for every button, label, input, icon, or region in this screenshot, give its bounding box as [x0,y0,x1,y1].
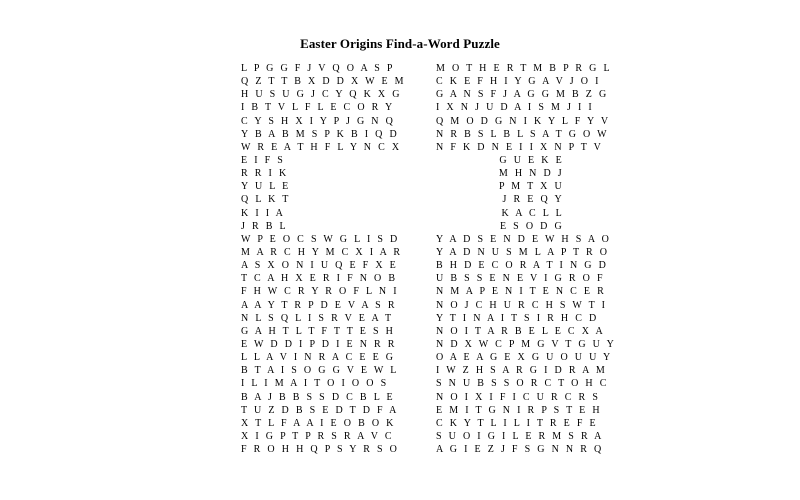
left-grid-row: R R I K [241,168,289,180]
right-grid-row: U B S S E N E V I G R O F [436,273,605,285]
left-grid-row: L L A V I N R A C E E G [241,352,396,364]
right-grid-row: B H D E C O R A T I N G D [436,260,609,272]
left-grid-row: Y U L E [241,181,291,193]
right-grid-row: Q M O D G N I K Y L F Y V [436,115,611,127]
left-grid-row: W P E O C S W G L I S D [241,233,400,245]
left-grid-row: B T A I S O G G V E W L [241,365,399,377]
left-grid-row: Q L K T [241,194,291,206]
right-grid-row: E S O D G [499,220,564,232]
left-grid-row: Y B A B M S P K B I Q D [241,128,400,140]
left-grid-row: E I F S [241,154,286,166]
right-grid-row: K A C L L [501,207,564,219]
right-grid-row: N D X W C P M G V T G U Y [436,338,617,350]
left-grid-row: A S X O N I U Q E F X E [241,260,399,272]
left-grid-row: H U S U G J C Y Q K X G [241,89,402,101]
left-grid-row: A A Y T R P D E V A S R [241,299,397,311]
left-grid-row: X I G P T P R S R A V C [241,430,394,442]
right-grid-row: N R B S L B L S A T G O W [436,128,609,140]
puzzle-title: Easter Origins Find-a-Word Puzzle [300,36,500,51]
right-grid-row: N O I T A R B E L E C X A [436,325,605,337]
right-grid-row: P M T X U [499,181,564,193]
right-grid-row: G A N S F J A G G M B Z G [436,89,609,101]
left-grid-row: E W D D I P D I E N R R [241,338,397,350]
right-grid-row: Y T I N A I T S I R H C D [436,312,599,324]
right-grid-row: S U O I G I L E R M S R A [436,430,604,442]
left-grid-row: J R B L [241,220,288,232]
right-grid-row: N F K D N E I I X N P T V [436,141,604,153]
right-grid-row: N M A P E N I T E N C E R [436,286,607,298]
right-grid-row: Y A D S E N D E W H S A O [436,233,612,245]
right-grid-row: J R E Q Y [502,194,564,206]
right-grid-row: N O J C H U R C H S W T I [436,299,608,311]
right-letter-grid [436,62,617,456]
right-grid-row: O A E A G E X G U O U U Y [436,352,613,364]
right-grid-row: S N U B S S O R C T O H C [436,378,609,390]
right-grid-row: Y A D N U S M L A P T R O [436,246,610,258]
right-grid-row: M H N D J [498,168,564,180]
right-grid-row: G U E K E [499,154,564,166]
right-grid-row: E M I T G N I R P S T E H [436,404,602,416]
left-grid-row: I B T V L F L E C O R Y [241,102,395,114]
right-grid-row: C K Y T L I L I T R E F E [436,417,598,429]
left-grid-row: N L S Q L I S R V E A T [241,312,394,324]
left-grid-row: T U Z D B S E D T D F A [241,404,399,416]
left-letter-grid [241,62,406,456]
right-grid-row: C K E F H I Y G A V J O I [436,76,601,88]
right-grid-row: M O T H E R T M B P R G L [436,63,612,74]
left-grid-row: X T L F A A I E O B O K [241,417,396,429]
left-grid-row: G A H T L T F T T E S H [241,325,396,337]
left-grid-row: C Y S H X I Y P J G N Q [241,115,396,127]
left-grid-row: W R E A T H F L Y N C X [241,141,402,153]
left-grid-row: Q Z T T B X D D X W E M [241,76,406,88]
left-grid-row: B A J B B S S D C B L E [241,391,395,403]
left-grid-row: M A R C H Y M C X I A R [241,246,403,258]
right-grid-row: N O I X I F I C U R C R S [436,391,601,403]
left-grid-row: T C A H X E R I F N O B [241,273,398,285]
right-grid-row: I X N J U D A I S M J I I [436,102,595,114]
left-grid-row: L P G G F J V Q O A S P [241,63,395,74]
left-grid-row: F H W C R Y R O F L N I [241,286,399,298]
left-grid-row: F R O H H Q P S Y R S O [241,444,400,456]
right-grid-row: I W Z H S A R G I D R A M [436,365,608,377]
right-grid-row: A G I E Z J F S G N N R Q [436,444,604,456]
left-grid-row: I L I M A I T O I O O S [241,378,389,390]
left-grid-row: K I I A [241,207,286,219]
